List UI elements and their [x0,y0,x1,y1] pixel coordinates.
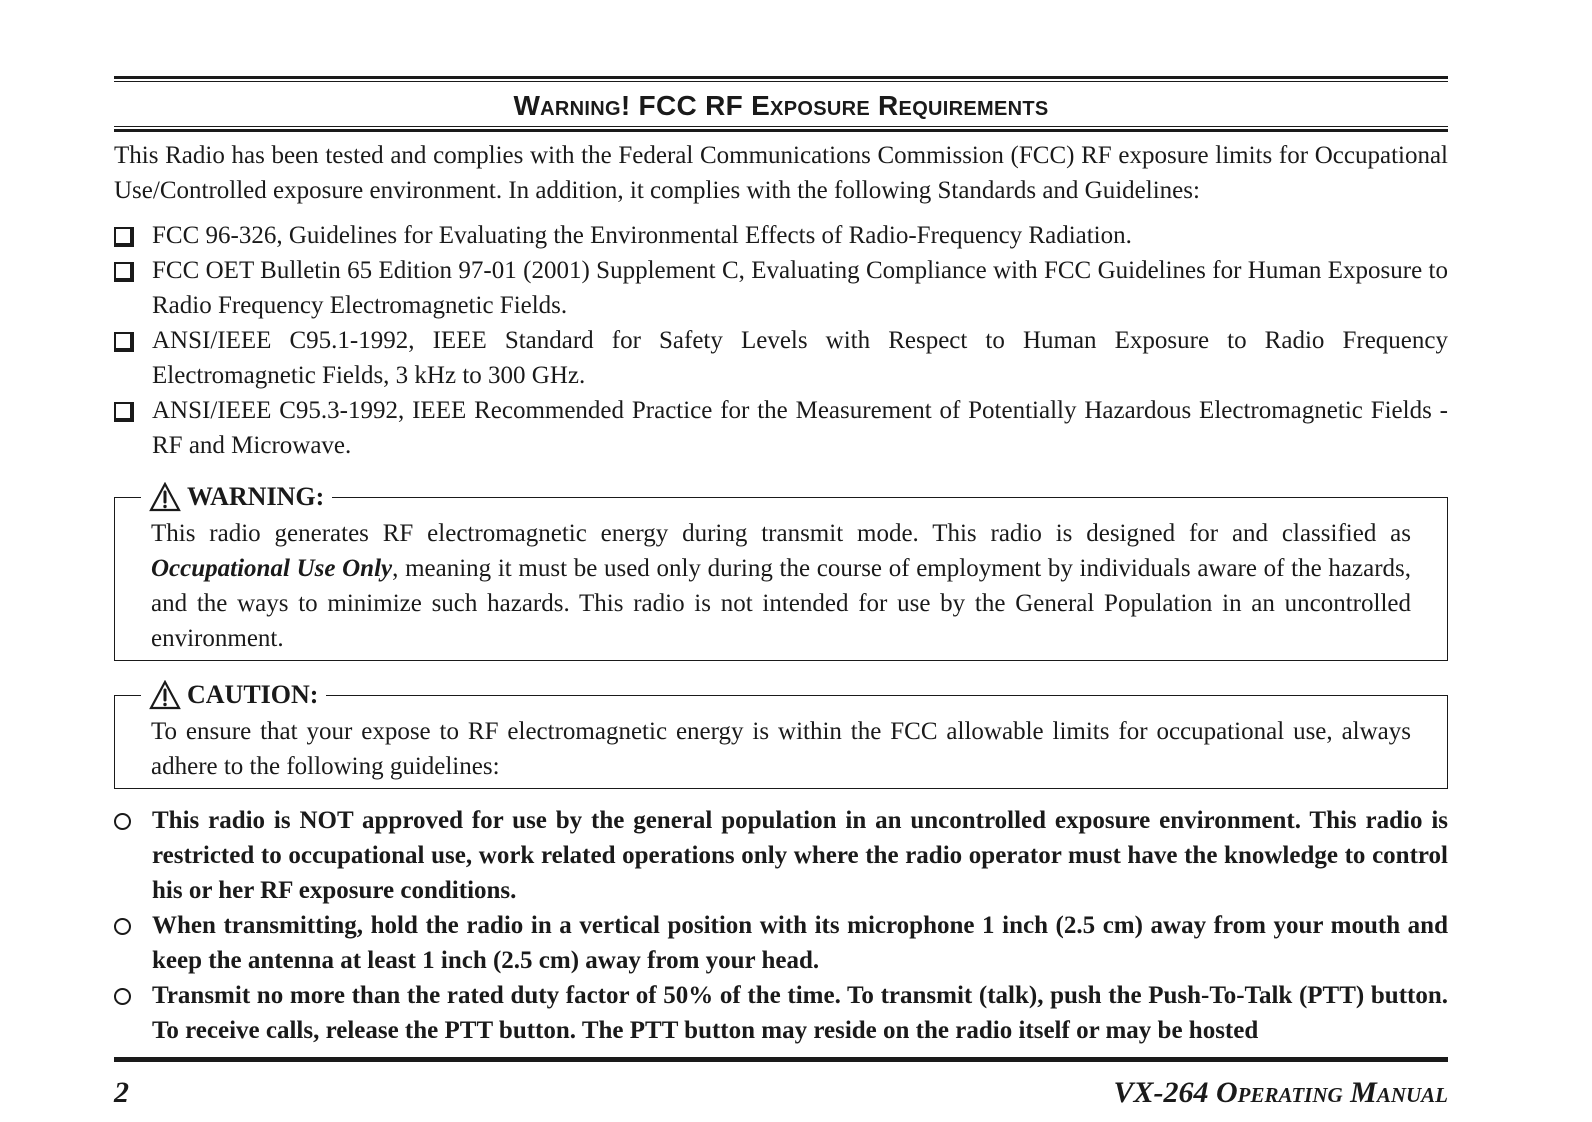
standard-text: ANSI/IEEE C95.1-1992, IEEE Standard for Safety Levels with Respect to Human Exposure to Radio Frequency Electromagnetic Fields, 3 kHz to 300 GHz. [152,327,1448,389]
standard-text: ANSI/IEEE C95.3-1992, IEEE Recommended Practice for the Measurement of Potentially Hazardous Electromagnetic Fields - RF and Microwave. [152,397,1448,459]
guidelines-list-item [114,978,1448,1048]
guideline-text: When transmitting, hold the radio in a vertical position with its microphone 1 inch (2.5 cm) away from your mouth and keep the antenna at least 1 inch (2.5 cm) away from your head. [152,912,1448,974]
manual-title: VX-264 Operating Manual [1113,1076,1448,1109]
square-box-icon [114,262,134,282]
guideline-text: Transmit no more than the rated duty factor of 50% of the time. To transmit (talk), push the Push-To-Talk (PTT) button. To receive calls, release the PTT button. The PTT button may reside on the radio itself or may be hosted [152,982,1448,1044]
page-number: 2 [114,1076,129,1109]
page-title: Warning! FCC RF Exposure Requirements [513,90,1049,121]
hollow-circle-icon [114,918,131,935]
square-box-icon [114,227,134,247]
standards-list-item [114,253,1448,323]
caution-box [114,680,1448,789]
standards-list-item [114,218,1448,253]
intro-paragraph: This Radio has been tested and complies with the Federal Communications Commission (FCC) RF exposure limits for Occupational Use/Controlled exposure environment. In addition, it complies with the following Standards and Guidelines: [114,142,1448,204]
footer-rule [114,1057,1448,1062]
hollow-circle-icon [114,813,131,830]
warning-text: This radio generates RF electromagnetic energy during transmit mode. This radio is designed for and classified as Occupational Use Only, meaning it must be used only during the course of employment by individuals aware of the hazards, and the ways to minimize such hazards. This radio is not intended for use by the General Population in an uncontrolled environment. [151,520,1411,652]
square-box-icon [114,332,134,352]
warning-triangle-icon [149,680,181,710]
standard-text: FCC OET Bulletin 65 Edition 97-01 (2001) Supplement C, Evaluating Compliance with FCC Guidelines for Human Exposure to Radio Frequency Electromagnetic Fields. [152,257,1448,319]
square-box-icon [114,402,134,422]
warning-heading [141,480,332,514]
warning-emphasis: Occupational Use Only [151,555,393,582]
caution-text: To ensure that your expose to RF electromagnetic energy is within the FCC allowable limits for occupational use, always adhere to the following guidelines: [151,718,1411,780]
warning-label: WARNING: [187,482,325,511]
guidelines-list-item [114,803,1448,908]
guidelines-list-item [114,908,1448,978]
title-top-rule [114,76,1448,82]
title-bottom-rule [114,126,1448,132]
caution-heading [141,678,326,712]
guideline-text: This radio is NOT approved for use by the general population in an uncontrolled exposure environment. This radio is restricted to occupational use, work related operations only where the radio operator must have the knowledge to control his or her RF exposure conditions. [152,807,1448,904]
caution-label: CAUTION: [187,680,319,709]
standards-list [114,218,1448,463]
standards-list-item [114,393,1448,463]
hollow-circle-icon [114,988,131,1005]
warning-box [114,482,1448,661]
manual-page [114,76,1448,1048]
standard-text: FCC 96-326, Guidelines for Evaluating the Environmental Effects of Radio-Frequency Radiation. [152,222,1132,249]
guidelines-list [114,803,1448,1048]
warning-triangle-icon [149,482,181,512]
standards-list-item [114,323,1448,393]
